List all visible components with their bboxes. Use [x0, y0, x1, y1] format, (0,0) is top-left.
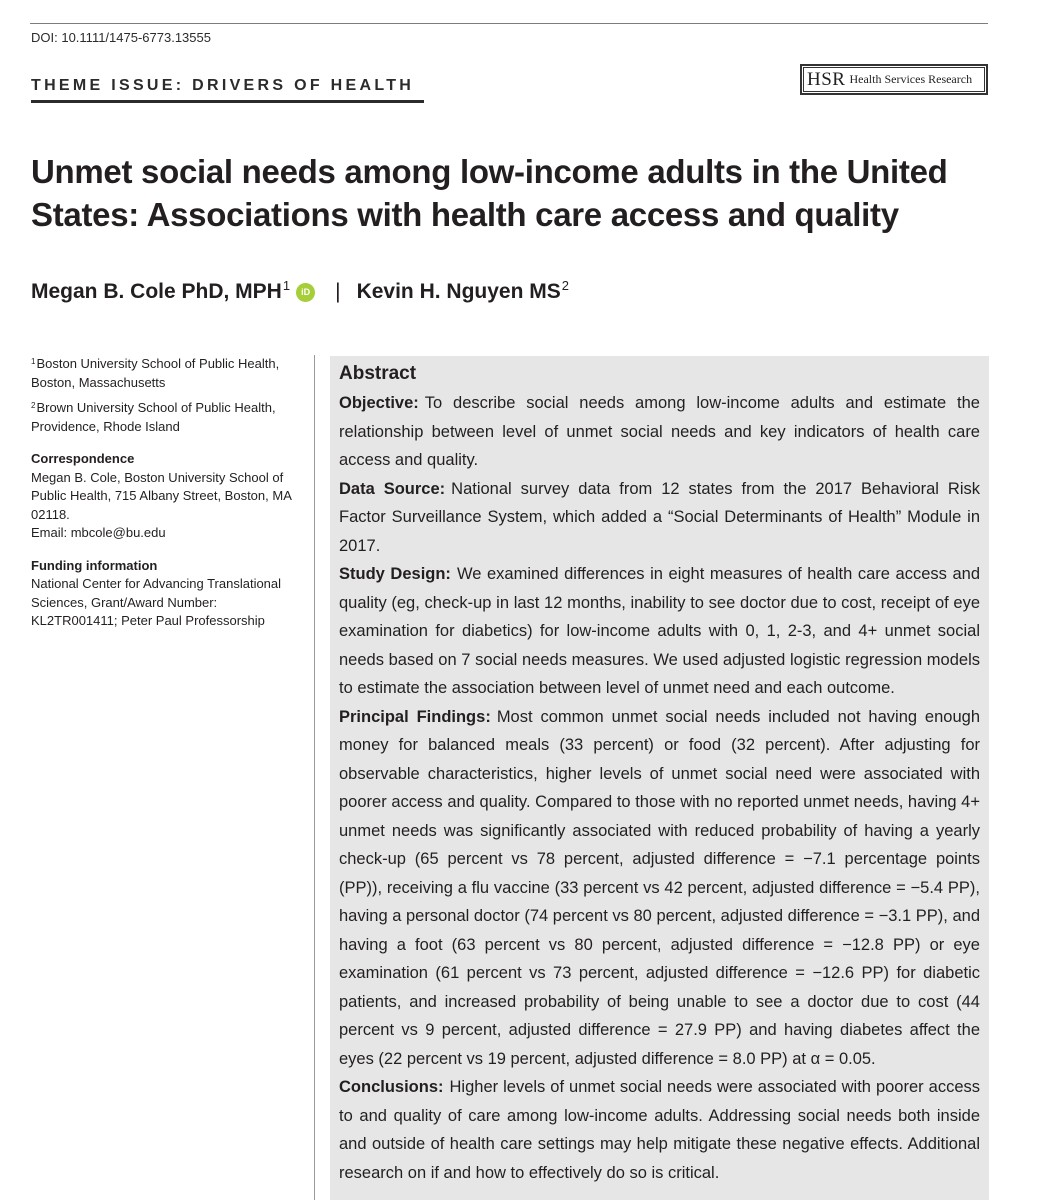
section-text: National survey data from 12 states from the 2017 Behavioral Risk Factor Surveillance System, which added a “Social Determinants of Health” Module in 2017. [339, 479, 981, 555]
abstract-box [330, 356, 989, 1200]
journal-logo [800, 64, 988, 95]
abstract-conclusions [339, 1073, 980, 1187]
affiliation-marker: 2 [31, 401, 36, 410]
affiliation-text: Boston University School of Public Health, Boston, Massachusetts [31, 356, 280, 390]
section-label: Data Source: [339, 479, 446, 498]
abstract-data-source [339, 475, 980, 561]
affiliation-text: Brown University School of Public Health, Providence, Rhode Island [31, 400, 276, 434]
funding-block [31, 557, 306, 631]
abstract-study-design [339, 560, 980, 703]
author-affiliation-marker: 2 [561, 278, 569, 293]
article-title: Unmet social needs among low-income adults in the United States: Associations with health care access and quality [31, 153, 948, 233]
author-name: Megan B. Cole PhD, MPH [31, 280, 282, 303]
author-affiliation-marker: 1 [282, 278, 291, 293]
theme-underline [31, 100, 424, 103]
correspondence-text: Megan B. Cole, Boston University School of Public Health, 715 Albany Street, Boston, MA 02118. [31, 469, 292, 522]
section-text: To describe social needs among low-income adults and estimate the relationship between level of unmet social needs and key indicators of health care access and quality. [339, 394, 980, 469]
section-text: We examined differences in eight measures of health care access and quality (eg, check-up in last 12 months, inability to see doctor due to cost, receipt of eye examination for diabetics) for low-income adults with 0, 1, 2-3, and 4+ unmet social needs based on 7 social needs measures. We used adjusted logistic regression models to estimate the association between level of unmet need and each outcome. [339, 565, 980, 697]
section-label: Principal Findings: [339, 707, 491, 726]
author-name: Kevin H. Nguyen MS [356, 280, 561, 303]
correspondence-email[interactable]: Email: mbcole@bu.edu [31, 525, 166, 540]
author-separator: | [335, 280, 341, 303]
top-rule [30, 23, 988, 24]
funding-heading: Funding information [31, 557, 158, 573]
section-label: Conclusions: [339, 1078, 444, 1096]
abstract-principal-findings [339, 703, 980, 1074]
correspondence-block [31, 450, 306, 543]
orcid-icon[interactable]: iD [296, 283, 315, 302]
section-label: Objective: [339, 394, 419, 412]
author-list [31, 278, 569, 304]
section-text: Higher levels of unmet social needs were associated with poorer access to and quality of care among low-income adults. Addressing social needs both inside and outside of health care settings may help mitigate these negative effects. Additional research on if and how to effectively do so is critical. [339, 1078, 980, 1182]
abstract-heading: Abstract [339, 363, 417, 384]
affiliation [31, 397, 306, 436]
section-label: Study Design: [339, 565, 451, 583]
correspondence-heading: Correspondence [31, 451, 135, 466]
funding-text: National Center for Advancing Translational Sciences, Grant/Award Number: KL2TR001411; Peter Paul Professorship [31, 576, 282, 628]
affiliation [31, 353, 306, 392]
section-text: Most common unmet social needs included not having enough money for balanced meals (33 percent) or food (32 percent). After adjusting for observable characteristics, higher levels of unmet social need were associated with poorer access and quality. Compared to those with no reported unmet needs, having 4+ unmet needs was significantly associated with reduced probability of having a yearly check-up (65 percent vs 78 percent, adjusted difference = −7.1 percentage points (PP)), receiving a flu vaccine (33 percent vs 42 percent, adjusted difference = −5.4 PP), having a personal doctor (74 percent vs 80 percent, adjusted difference = −3.1 PP), and having a foot (63 percent vs 80 percent, adjusted difference = −12.8 PP) or eye examination (61 percent vs 73 percent, adjusted difference = −12.6 PP) for diabetic patients, and increased probability of being unable to see a doctor due to cost (44 percent vs 9 percent, adjusted difference = 27.9 PP) and having diabetes affect the eyes (22 percent vs 19 percent, adjusted difference = 8.0 PP) at α = 0.05. [339, 707, 980, 1068]
logo-mark: HSR [807, 68, 846, 90]
logo-text: Health Services Research [849, 72, 973, 86]
affiliation-marker: 1 [31, 357, 36, 366]
theme-issue-label: THEME ISSUE: DRIVERS OF HEALTH [31, 77, 415, 94]
doi[interactable]: DOI: 10.1111/1475-6773.13555 [31, 30, 211, 45]
article-sidebar [31, 353, 306, 631]
column-divider [314, 355, 315, 1200]
abstract-objective [339, 389, 980, 475]
